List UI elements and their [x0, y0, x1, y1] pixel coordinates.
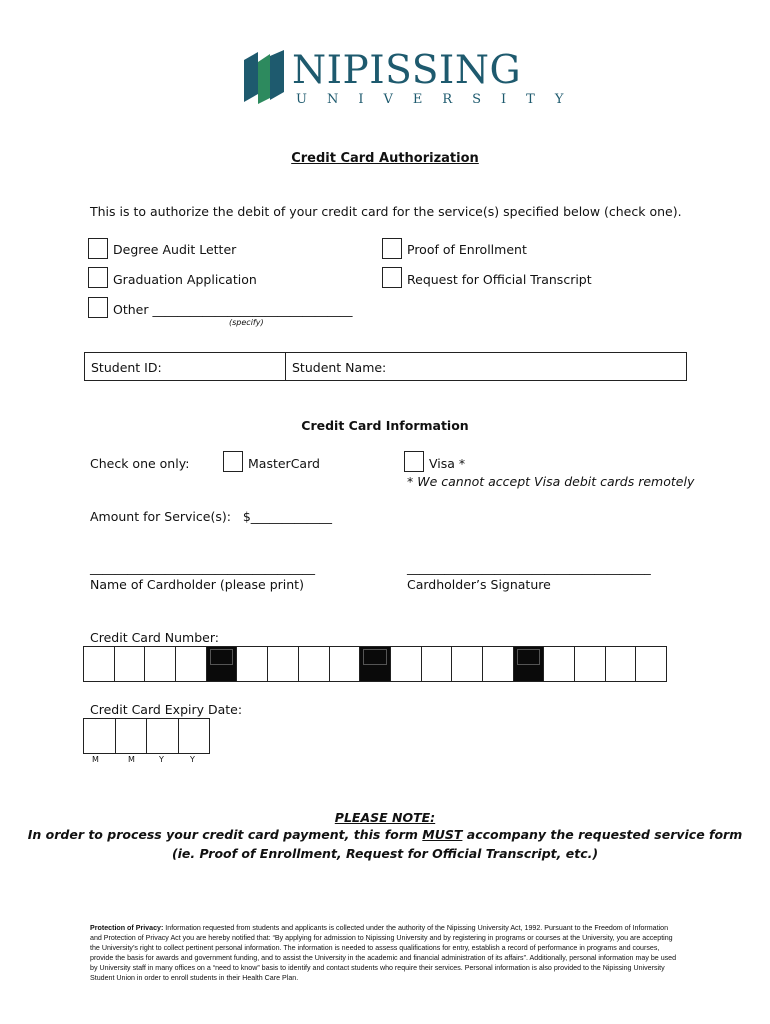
checkbox-visa[interactable]	[404, 451, 424, 472]
expiry-label-y1: Y	[159, 755, 164, 764]
expiry-month-box[interactable]	[83, 718, 116, 754]
student-info-box	[84, 352, 687, 381]
expiry-label-m1: M	[92, 755, 99, 764]
checkbox-transcript[interactable]	[382, 267, 402, 288]
privacy-notice	[90, 923, 678, 983]
label-visa: Visa *	[429, 456, 466, 471]
visa-note: * We cannot accept Visa debit cards remotely	[407, 474, 695, 489]
label-mastercard: MasterCard	[248, 456, 320, 471]
expiry-year-box[interactable]	[178, 718, 211, 754]
please-note-line2: (ie. Proof of Enrollment, Request for Official Transcript, etc.)	[171, 846, 599, 861]
card-separator-box	[359, 646, 391, 682]
label-graduation: Graduation Application	[113, 272, 257, 287]
cardholder-signature-line[interactable]: _______________________________________	[407, 560, 651, 575]
card-digit-box[interactable]	[236, 646, 268, 682]
card-digit-box[interactable]	[451, 646, 483, 682]
expiry-year-box[interactable]	[146, 718, 179, 754]
expiry-month-box[interactable]	[115, 718, 148, 754]
note-must: MUST	[422, 827, 463, 842]
privacy-label: Protection of Privacy:	[90, 924, 164, 932]
checkbox-other[interactable]	[88, 297, 108, 318]
card-digit-box[interactable]	[114, 646, 146, 682]
logo-mark-icon	[240, 50, 288, 106]
form-title: Credit Card Authorization	[291, 151, 479, 166]
card-digit-box[interactable]	[421, 646, 453, 682]
please-note-line1	[0, 827, 770, 842]
other-specify-hint: (specify)	[229, 318, 264, 327]
card-digit-box[interactable]	[635, 646, 667, 682]
checkbox-proof-enrollment[interactable]	[382, 238, 402, 259]
logo-subtitle: UNIVERSITY	[296, 92, 584, 107]
card-digit-box[interactable]	[267, 646, 299, 682]
checkbox-degree-audit[interactable]	[88, 238, 108, 259]
card-digit-box[interactable]	[329, 646, 361, 682]
card-digit-box[interactable]	[605, 646, 637, 682]
note-line1-end: accompany the requested service form	[462, 827, 743, 842]
student-id-field[interactable]	[85, 353, 285, 380]
expiry-label-m2: M	[128, 755, 135, 764]
privacy-text: Information requested from students and applicants is collected under the authority of the Nipissing University Act, 1992. Pursuant to the Freedom of Information and Protection of Privacy Act you are hereby notified that: “By applying for admission to Nipissing University and by registering in programs or courses at the University, you are accepting the University’s right to collect pertinent personal information. The information is needed to assess qualifications for entry, establish a record of performance in programs and courses, provide the basis for awards and government funding, and to assist the University in the academic and financial administration of its affairs”. Additionally, personal information may be used by University staff in many offices on a “need to know” basis to identify and contact students who require their services. Personal information is also provided to the Nipissing University Student Union in order to enroll students in their Health Care Plan.	[90, 924, 677, 982]
cardholder-signature-label: Cardholder’s Signature	[407, 577, 551, 592]
cardholder-name-line[interactable]: ____________________________________	[90, 560, 315, 575]
expiry-label-y2: Y	[190, 755, 195, 764]
label-degree-audit: Degree Audit Letter	[113, 242, 237, 257]
student-name-label: Student Name:	[292, 360, 387, 375]
card-number-label: Credit Card Number:	[90, 630, 219, 645]
card-digit-box[interactable]	[390, 646, 422, 682]
label-proof-enrollment: Proof of Enrollment	[407, 242, 527, 257]
label-transcript: Request for Official Transcript	[407, 272, 592, 287]
logo-wordmark: NIPISSING	[292, 48, 522, 93]
amount-field[interactable]: Amount for Service(s): $_____________	[90, 509, 333, 524]
card-digit-box[interactable]	[543, 646, 575, 682]
please-note-heading: PLEASE NOTE:	[334, 810, 436, 825]
checkbox-mastercard[interactable]	[223, 451, 243, 472]
card-section-title: Credit Card Information	[301, 418, 469, 433]
card-digit-box[interactable]	[482, 646, 514, 682]
card-number-boxes	[84, 646, 667, 682]
university-logo	[240, 48, 584, 108]
cardholder-name-label: Name of Cardholder (please print)	[90, 577, 304, 592]
card-digit-box[interactable]	[144, 646, 176, 682]
student-id-label: Student ID:	[91, 360, 162, 375]
expiry-label: Credit Card Expiry Date:	[90, 702, 243, 717]
card-digit-box[interactable]	[175, 646, 207, 682]
check-one-label: Check one only:	[90, 456, 190, 471]
card-digit-box[interactable]	[298, 646, 330, 682]
card-digit-box[interactable]	[83, 646, 115, 682]
checkbox-graduation[interactable]	[88, 267, 108, 288]
label-other: Other ________________________________	[113, 302, 353, 317]
note-line1-start: In order to process your credit card payment, this form	[27, 827, 423, 842]
card-digit-box[interactable]	[574, 646, 606, 682]
intro-text: This is to authorize the debit of your credit card for the service(s) specified below (check one).	[90, 204, 682, 219]
card-separator-box	[206, 646, 238, 682]
student-name-field[interactable]	[286, 353, 686, 380]
expiry-boxes	[84, 718, 210, 754]
card-separator-box	[513, 646, 545, 682]
